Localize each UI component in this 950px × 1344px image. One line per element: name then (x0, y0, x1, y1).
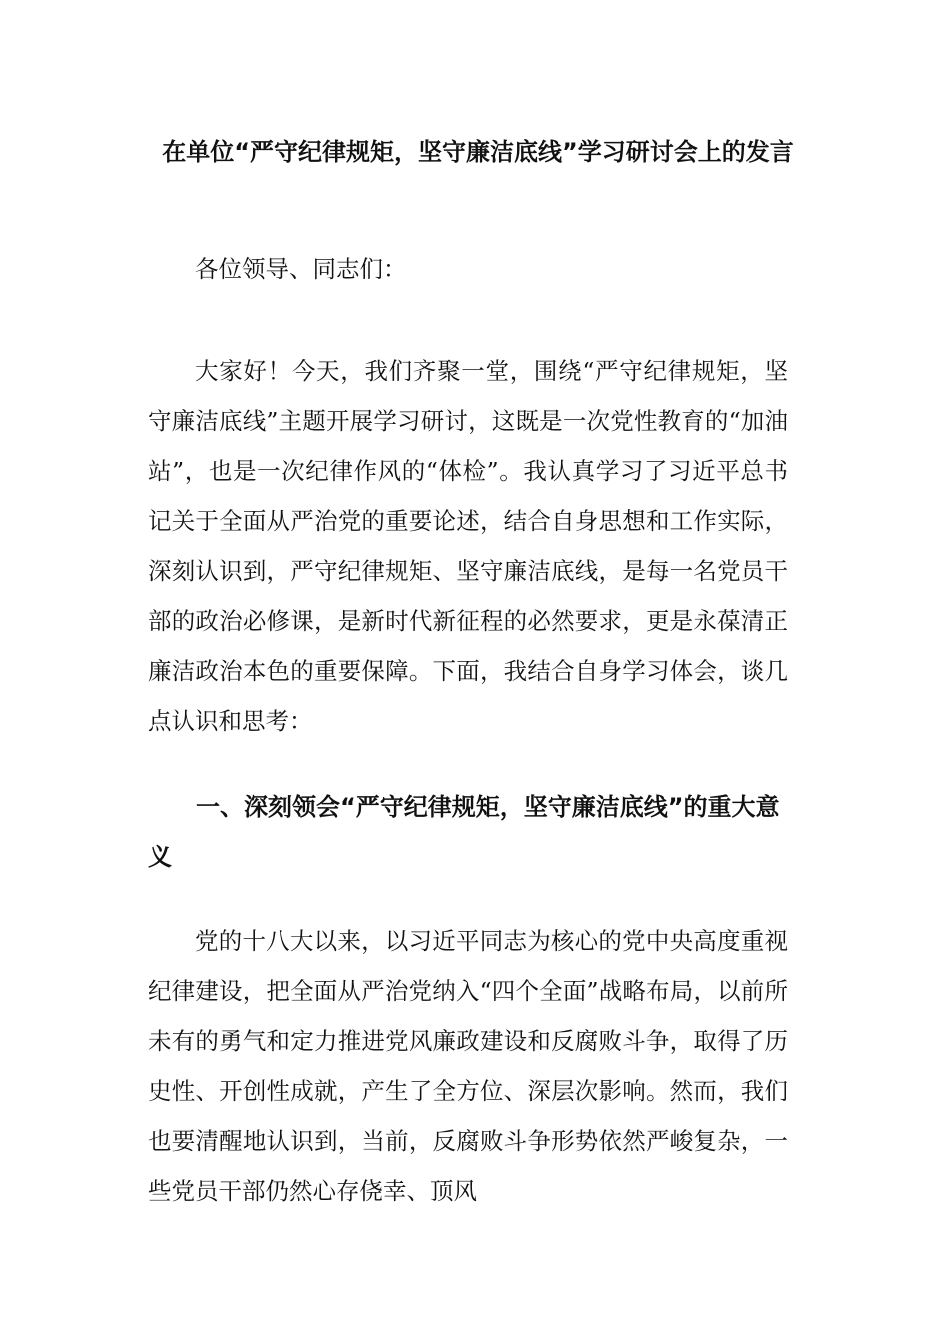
paragraph-intro: 大家好！今天，我们齐聚一堂，围绕“严守纪律规矩，坚守廉洁底线”主题开展学习研讨，这既是一次党性教育的“加油站”，也是一次纪律作风的“体检”。我认真学习了习近平总书记关于全面从严治党的重要论述，结合自身思想和工作实际，深刻认识到，严守纪律规矩、坚守廉洁底线，是每一名党员干部的政治必修课，是新时代新征程的必然要求，更是永葆清正廉洁政治本色的重要保障。下面，我结合自身学习体会，谈几点认识和思考： (148, 357, 788, 735)
greeting: 各位领导、同志们： (195, 255, 407, 283)
paragraph-section-1: 党的十八大以来，以习近平同志为核心的党中央高度重视纪律建设，把全面从严治党纳入“四个全面”战略布局，以前所未有的勇气和定力推进党风廉政建设和反腐败斗争，取得了历史性、开创性成就，产生了全方位、深层次影响。然而，我们也要清醒地认识到，当前，反腐败斗争形势依然严峻复杂，一些党员干部仍然心存侥幸、顶风 (148, 927, 788, 1205)
section-heading-1: 一、深刻领会“严守纪律规矩，坚守廉洁底线”的重大意义 (148, 793, 780, 871)
document-title: 在单位“严守纪律规矩，坚守廉洁底线”学习研讨会上的发言 (162, 138, 794, 166)
